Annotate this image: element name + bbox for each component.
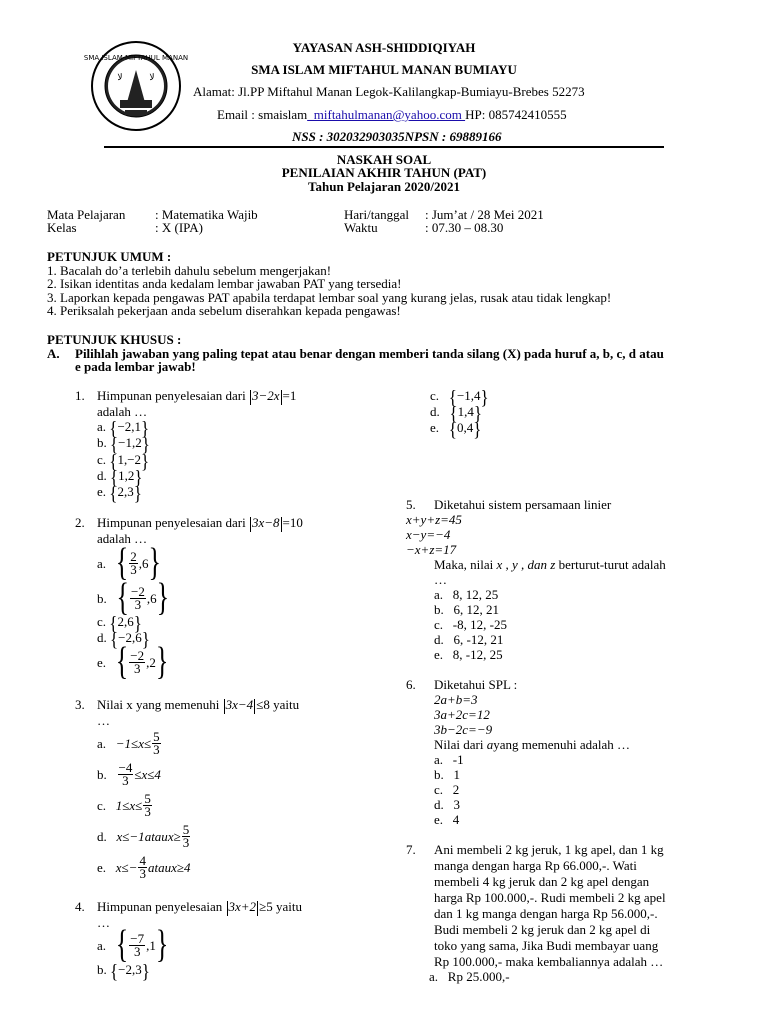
q6-ask: Nilai dari ayang memenuhi adalah … bbox=[434, 737, 631, 752]
q5-option-a[interactable]: a. 8, 12, 25 bbox=[434, 587, 499, 602]
q3-option-e[interactable]: e. x≤− $\frac{4}{3}$ atau x≥4 bbox=[97, 852, 191, 881]
svg-text:ﻻ: ﻻ bbox=[117, 72, 123, 82]
general-item: 2. Isikan identitas anda kedalam lembar jawaban PAT yang tersedia! bbox=[47, 276, 402, 291]
general-item: 4. Periksalah pekerjaan anda sebelum diserahkan kepada pengawas! bbox=[47, 303, 401, 318]
email-prefix: Email : smaislam bbox=[217, 107, 308, 122]
q6-text: Diketahui SPL : bbox=[434, 677, 518, 692]
q4-number: 4. bbox=[75, 899, 85, 914]
q2-option-a[interactable]: a. { $\frac{2}{3}$ ,6 } bbox=[97, 540, 161, 584]
q6-option-e[interactable]: e. 4 bbox=[434, 812, 460, 827]
q3-cont: … bbox=[97, 713, 110, 728]
q4-option-c[interactable]: c. {−1,4} bbox=[430, 385, 489, 409]
q5-option-e[interactable]: e. 8, -12, 25 bbox=[434, 647, 503, 662]
special-instruction: e pada lembar jawab! bbox=[75, 359, 196, 374]
q7-option-a[interactable]: a. Rp 25.000,- bbox=[429, 969, 510, 984]
q7-line: membeli 4 kg jeruk dan 2 kg apel dengan bbox=[434, 874, 650, 889]
q6-eq3: 3b−2c=−9 bbox=[434, 722, 493, 737]
day-value: : Jum’at / 28 Mei 2021 bbox=[425, 207, 544, 222]
general-heading: PETUNJUK UMUM : bbox=[47, 249, 172, 264]
q4-option-e[interactable]: e. {0,4} bbox=[430, 417, 482, 441]
q3-number: 3. bbox=[75, 697, 85, 712]
q7-line: harga Rp 100.000,-. Rudi membeli 2 kg apel bbox=[434, 890, 666, 905]
q4-cont: … bbox=[97, 915, 110, 930]
q1-expr: 3−2x bbox=[251, 388, 280, 403]
q5-eq2: x−y=−4 bbox=[406, 527, 451, 542]
class-label: Kelas bbox=[47, 220, 77, 235]
q4-option-a[interactable]: a. { $\frac{-7}{3}$ ,1 } bbox=[97, 922, 169, 966]
section-letter: A. bbox=[47, 346, 60, 361]
q2-option-d[interactable]: d. {−2,6} bbox=[97, 627, 150, 651]
q4-option-d[interactable]: d. {1,4} bbox=[430, 401, 483, 425]
q1-cont: adalah … bbox=[97, 404, 148, 419]
q1-option-e[interactable]: e. {2,3} bbox=[97, 481, 142, 505]
q5-text: Diketahui sistem persamaan linier bbox=[434, 497, 612, 512]
special-heading: PETUNJUK KHUSUS : bbox=[47, 332, 182, 347]
q6-option-a[interactable]: a. -1 bbox=[434, 752, 464, 767]
q3-option-c[interactable]: c. 1≤x≤ $\frac{5}{3}$ bbox=[97, 790, 151, 819]
q2-cont: adalah … bbox=[97, 531, 148, 546]
nss-npsn: NSS : 302032903035NPSN : 69889166 bbox=[292, 129, 502, 144]
q1-option-c[interactable]: c. {1,−2} bbox=[97, 449, 150, 473]
school-year: Tahun Pelajaran 2020/2021 bbox=[308, 179, 460, 194]
q5-eq1: x+y+z=45 bbox=[406, 512, 462, 527]
header-divider bbox=[104, 146, 664, 148]
school-address: Alamat: Jl.PP Miftahul Manan Legok-Kalilangkap-Bumiayu-Brebes 52273 bbox=[193, 84, 585, 99]
q6-eq2: 3a+2c=12 bbox=[434, 707, 490, 722]
q6-option-d[interactable]: d. 3 bbox=[434, 797, 460, 812]
doc-title: NASKAH SOAL bbox=[336, 152, 432, 167]
q2-option-e[interactable]: e. { $\frac{-2}{3}$ ,2 } bbox=[97, 639, 169, 683]
q6-eq1: 2a+b=3 bbox=[434, 692, 478, 707]
q3-option-b[interactable]: b. $\frac{-4}{3}$ ≤x≤4 bbox=[97, 759, 161, 788]
q7-line: Ani membeli 2 kg jeruk, 1 kg apel, dan 1 kg bbox=[434, 842, 664, 857]
q2-option-c[interactable]: c. {2,6} bbox=[97, 611, 142, 635]
q7-line: Budi membeli 2 kg jeruk dan 2 kg apel di bbox=[434, 922, 651, 937]
school-name: SMA ISLAM MIFTAHUL MANAN BUMIAYU bbox=[251, 62, 517, 77]
q1-prompt: Himpunan penyelesaian dari bbox=[97, 388, 246, 403]
q5-option-b[interactable]: b. 6, 12, 21 bbox=[434, 602, 499, 617]
time-label: Waktu bbox=[344, 220, 378, 235]
q1-option-a[interactable]: a. {−2,1} bbox=[97, 416, 150, 440]
q1-text bbox=[97, 388, 296, 405]
q1-rhs: =1 bbox=[282, 388, 297, 403]
seal-text: SMA ISLAM MIFTAHUL MANAN bbox=[83, 54, 189, 62]
q6-number: 6. bbox=[406, 677, 416, 692]
day-label: Hari/tanggal bbox=[344, 207, 409, 222]
q7-line: Rp 100.000,- maka kembaliannya adalah … bbox=[434, 954, 664, 969]
q4-text: Himpunan penyelesaian 3x+2 ≥5 yaitu bbox=[97, 899, 302, 914]
q1-option-d[interactable]: d. {1,2} bbox=[97, 465, 143, 489]
special-instruction: Pilihlah jawaban yang paling tepat atau benar dengan memberi tanda silang (X) pada huruf a, b, c, d atau bbox=[75, 346, 664, 361]
q5-option-c[interactable]: c. -8, 12, -25 bbox=[434, 617, 507, 632]
exam-name: PENILAIAN AKHIR TAHUN (PAT) bbox=[281, 165, 487, 180]
contact-line bbox=[217, 107, 567, 122]
q5-option-d[interactable]: d. 6, -12, 21 bbox=[434, 632, 504, 647]
q7-number: 7. bbox=[406, 842, 416, 857]
q2-text: Himpunan penyelesaian dari 3x−8 =10 bbox=[97, 515, 303, 530]
svg-text:ﻻ: ﻻ bbox=[149, 72, 155, 82]
q3-option-a[interactable]: a. −1≤x≤ $\frac{5}{3}$ bbox=[97, 728, 160, 757]
subject-value: : Matematika Wajib bbox=[155, 207, 258, 222]
q6-option-b[interactable]: b. 1 bbox=[434, 767, 460, 782]
q4-option-b[interactable]: b. {−2,3} bbox=[97, 959, 150, 983]
subject-label: Mata Pelajaran bbox=[47, 207, 126, 222]
q7-line: toko yang sama, Jika Budi membayar uang bbox=[434, 938, 659, 953]
q3-text: Nilai x yang memenuhi 3x−4 ≤8 yaitu bbox=[97, 697, 300, 712]
q5-cont: … bbox=[434, 572, 447, 587]
q2-number: 2. bbox=[75, 515, 85, 530]
q7-line: dan 1 kg manga dengan harga Rp 56.000,-. bbox=[434, 906, 658, 921]
q1-number: 1. bbox=[75, 388, 85, 403]
general-item: 3. Laporkan kepada pengawas PAT apabila terdapat lembar soal yang kurang jelas, rusak atau tidak lengkap! bbox=[47, 290, 612, 305]
q6-option-c[interactable]: c. 2 bbox=[434, 782, 460, 797]
phone-number: HP: 085742410555 bbox=[465, 107, 567, 122]
time-value: : 07.30 – 08.30 bbox=[425, 220, 504, 235]
general-item: 1. Bacalah do’a terlebih dahulu sebelum mengerjakan! bbox=[47, 263, 332, 278]
email-link[interactable]: _miftahulmanan@yahoo.com bbox=[307, 107, 466, 122]
q7-line: manga dengan harga Rp 66.000,-. Wati bbox=[434, 858, 637, 873]
q3-option-d[interactable]: d. x≤−1 atau x≥ $\frac{5}{3}$ bbox=[97, 821, 190, 850]
q1-option-b[interactable]: b. {−1,2} bbox=[97, 432, 150, 456]
q5-ask: Maka, nilai x , y , dan z berturut-turut adalah bbox=[434, 557, 666, 572]
q2-option-b[interactable]: b. { $\frac{-2}{3}$ ,6 } bbox=[97, 575, 170, 619]
class-value: : X (IPA) bbox=[155, 220, 203, 235]
q5-number: 5. bbox=[406, 497, 416, 512]
foundation-name: YAYASAN ASH-SHIDDIQIYAH bbox=[292, 40, 476, 55]
q5-eq3: −x+z=17 bbox=[406, 542, 457, 557]
